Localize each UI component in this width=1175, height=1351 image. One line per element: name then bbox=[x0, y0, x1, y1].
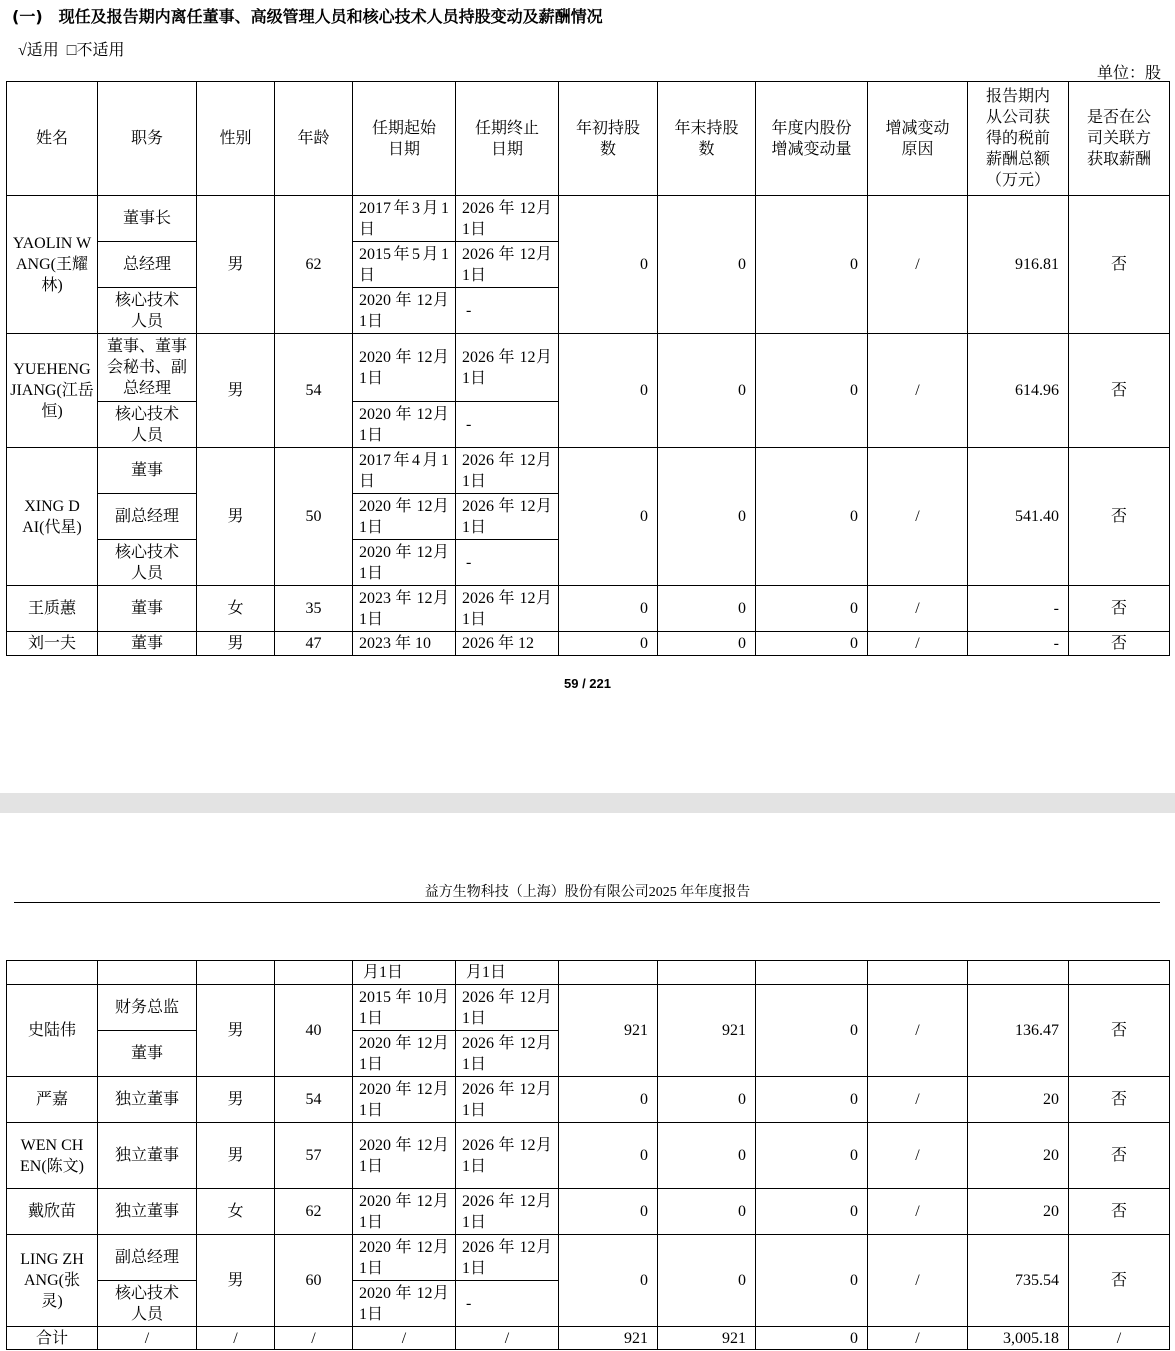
header-change-reason: 增减变动原因 bbox=[868, 82, 968, 196]
share-change-cell: 0 bbox=[756, 1189, 868, 1235]
end-shares-cell: 921 bbox=[658, 985, 756, 1077]
end-shares-cell: 0 bbox=[658, 1077, 756, 1123]
term-end-cell: 2026 年 12月1日 bbox=[456, 494, 559, 540]
end-shares-cell: 0 bbox=[658, 586, 756, 632]
position-cell: 独立董事 bbox=[98, 1189, 197, 1235]
section-title: (一) 现任及报告期内离任董事、高级管理人员和核心技术人员持股变动及薪酬情况 bbox=[12, 7, 603, 26]
related-party-cell: 否 bbox=[1069, 1235, 1170, 1327]
position-cell: 董事、董事会秘书、副总经理 bbox=[98, 334, 197, 402]
position-cell: 副总经理 bbox=[98, 494, 197, 540]
gender-cell: 男 bbox=[197, 1077, 275, 1123]
age-cell: 50 bbox=[275, 448, 353, 586]
gender-cell: 女 bbox=[197, 586, 275, 632]
salary-cell: 136.47 bbox=[968, 985, 1069, 1077]
term-start-cell: 2020 年 12月1日 bbox=[353, 1281, 456, 1327]
share-change-cell: 0 bbox=[756, 1235, 868, 1327]
share-change-cell: 0 bbox=[756, 632, 868, 656]
begin-shares-cell: 0 bbox=[559, 1189, 658, 1235]
salary-cell: - bbox=[968, 632, 1069, 656]
position-cell: 董事 bbox=[98, 1031, 197, 1077]
term-start-cell: 2023 年 10 bbox=[353, 632, 456, 656]
begin-shares-cell: 0 bbox=[559, 448, 658, 586]
gender-cell: 男 bbox=[197, 985, 275, 1077]
person-name: YAOLIN WANG(王耀林) bbox=[7, 196, 98, 334]
salary-cell: 20 bbox=[968, 1077, 1069, 1123]
shareholding-table bbox=[6, 81, 1170, 656]
change-reason-cell: / bbox=[868, 448, 968, 586]
person-name: 史陆伟 bbox=[7, 985, 98, 1077]
position-cell: 独立董事 bbox=[98, 1123, 197, 1189]
end-shares-cell: 0 bbox=[658, 1123, 756, 1189]
related-party-cell: 否 bbox=[1069, 632, 1170, 656]
empty-cell bbox=[7, 961, 98, 985]
term-start-cell: 2020 年 12月1日 bbox=[353, 1123, 456, 1189]
table-row bbox=[7, 1235, 1170, 1281]
table-row bbox=[7, 632, 1170, 656]
age-cell: 62 bbox=[275, 196, 353, 334]
age-cell: 47 bbox=[275, 632, 353, 656]
table-row bbox=[7, 985, 1170, 1031]
table-row bbox=[7, 1077, 1170, 1123]
age-cell: 62 bbox=[275, 1189, 353, 1235]
related-party-cell: 否 bbox=[1069, 1077, 1170, 1123]
table-row bbox=[7, 334, 1170, 402]
person-name: WEN CHEN(陈文) bbox=[7, 1123, 98, 1189]
term-start-cell: 2020 年 12月1日 bbox=[353, 540, 456, 586]
position-cell: 独立董事 bbox=[98, 1077, 197, 1123]
begin-shares-cell: 921 bbox=[559, 985, 658, 1077]
empty-cell bbox=[559, 961, 658, 985]
gender-cell: 男 bbox=[197, 632, 275, 656]
age-cell: 60 bbox=[275, 1235, 353, 1327]
salary-cell: 541.40 bbox=[968, 448, 1069, 586]
end-shares-cell: 0 bbox=[658, 1189, 756, 1235]
related-party-cell: 否 bbox=[1069, 1189, 1170, 1235]
table-row bbox=[7, 1189, 1170, 1235]
person-name: YUEHENG JIANG(江岳恒) bbox=[7, 334, 98, 448]
term-start-cell: 2023 年 12月1日 bbox=[353, 586, 456, 632]
related-party-cell: 否 bbox=[1069, 985, 1170, 1077]
header-term-end: 任期终止日期 bbox=[456, 82, 559, 196]
total-change-reason: / bbox=[868, 1327, 968, 1350]
term-end-cell: 2026 年 12月1日 bbox=[456, 586, 559, 632]
position-cell: 核心技术人员 bbox=[98, 402, 197, 448]
begin-shares-cell: 0 bbox=[559, 1077, 658, 1123]
header-rule bbox=[14, 902, 1160, 903]
term-end-cell: 2026 年 12月1日 bbox=[456, 196, 559, 242]
table-row bbox=[7, 448, 1170, 494]
position-cell: 董事长 bbox=[98, 196, 197, 242]
total-salary: 3,005.18 bbox=[968, 1327, 1069, 1350]
empty-cell bbox=[658, 961, 756, 985]
term-end-cell: 2026 年 12月1日 bbox=[456, 448, 559, 494]
total-share-change: 0 bbox=[756, 1327, 868, 1350]
term-end-cell: - bbox=[456, 288, 559, 334]
change-reason-cell: / bbox=[868, 1189, 968, 1235]
position-cell: 董事 bbox=[98, 632, 197, 656]
header-age: 年龄 bbox=[275, 82, 353, 196]
age-cell: 54 bbox=[275, 334, 353, 448]
total-age: / bbox=[275, 1327, 353, 1350]
gender-cell: 女 bbox=[197, 1189, 275, 1235]
empty-cell bbox=[756, 961, 868, 985]
change-reason-cell: / bbox=[868, 632, 968, 656]
total-gender: / bbox=[197, 1327, 275, 1350]
begin-shares-cell: 0 bbox=[559, 632, 658, 656]
related-party-cell: 否 bbox=[1069, 334, 1170, 448]
term-end-cell: 2026 年 12月1日 bbox=[456, 1031, 559, 1077]
total-related-party: / bbox=[1069, 1327, 1170, 1350]
term-start-cell: 2020 年 12月1日 bbox=[353, 1031, 456, 1077]
gender-cell: 男 bbox=[197, 1123, 275, 1189]
position-cell: 副总经理 bbox=[98, 1235, 197, 1281]
position-cell: 董事 bbox=[98, 586, 197, 632]
change-reason-cell: / bbox=[868, 1077, 968, 1123]
term-start-cell: 2020 年 12月1日 bbox=[353, 494, 456, 540]
position-cell: 核心技术人员 bbox=[98, 288, 197, 334]
begin-shares-cell: 0 bbox=[559, 1123, 658, 1189]
term-start-cell: 月1日 bbox=[353, 961, 456, 985]
term-start-cell: 2020 年 12月1日 bbox=[353, 288, 456, 334]
term-start-cell: 2015年5月1日 bbox=[353, 242, 456, 288]
person-name: 严嘉 bbox=[7, 1077, 98, 1123]
change-reason-cell: / bbox=[868, 1123, 968, 1189]
header-salary: 报告期内从公司获得的税前薪酬总额（万元） bbox=[968, 82, 1069, 196]
share-change-cell: 0 bbox=[756, 334, 868, 448]
not-applicable-option: □不适用 bbox=[66, 42, 125, 59]
page-number: 59 / 221 bbox=[564, 676, 611, 691]
person-name: 刘一夫 bbox=[7, 632, 98, 656]
begin-shares-cell: 0 bbox=[559, 196, 658, 334]
salary-cell: 20 bbox=[968, 1189, 1069, 1235]
change-reason-cell: / bbox=[868, 196, 968, 334]
salary-cell: 735.54 bbox=[968, 1235, 1069, 1327]
term-end-cell: 2026 年 12 bbox=[456, 632, 559, 656]
end-shares-cell: 0 bbox=[658, 632, 756, 656]
total-begin-shares: 921 bbox=[559, 1327, 658, 1350]
total-label: 合计 bbox=[7, 1327, 98, 1350]
empty-cell bbox=[197, 961, 275, 985]
position-cell: 核心技术人员 bbox=[98, 540, 197, 586]
header-end-shares: 年末持股数 bbox=[658, 82, 756, 196]
page-separator bbox=[0, 793, 1175, 813]
term-start-cell: 2017年4月1日 bbox=[353, 448, 456, 494]
gender-cell: 男 bbox=[197, 196, 275, 334]
position-cell: 财务总监 bbox=[98, 985, 197, 1031]
share-change-cell: 0 bbox=[756, 586, 868, 632]
begin-shares-cell: 0 bbox=[559, 334, 658, 448]
end-shares-cell: 0 bbox=[658, 334, 756, 448]
share-change-cell: 0 bbox=[756, 985, 868, 1077]
term-start-cell: 2020 年 12月1日 bbox=[353, 1077, 456, 1123]
person-name: XING DAI(代星) bbox=[7, 448, 98, 586]
salary-cell: - bbox=[968, 586, 1069, 632]
table-header-row bbox=[7, 82, 1170, 196]
related-party-cell: 否 bbox=[1069, 196, 1170, 334]
salary-cell: 20 bbox=[968, 1123, 1069, 1189]
report-running-header: 益方生物科技（上海）股份有限公司2025 年年度报告 bbox=[424, 885, 751, 900]
change-reason-cell: / bbox=[868, 1235, 968, 1327]
empty-cell bbox=[98, 961, 197, 985]
begin-shares-cell: 0 bbox=[559, 1235, 658, 1327]
term-start-cell: 2020 年 12月1日 bbox=[353, 1189, 456, 1235]
applicable-option: √适用 bbox=[18, 42, 59, 59]
age-cell: 54 bbox=[275, 1077, 353, 1123]
age-cell: 40 bbox=[275, 985, 353, 1077]
term-end-cell: - bbox=[456, 402, 559, 448]
total-term-end: / bbox=[456, 1327, 559, 1350]
report-page-60 bbox=[0, 813, 1175, 1351]
begin-shares-cell: 0 bbox=[559, 586, 658, 632]
term-start-cell: 2017年3月1日 bbox=[353, 196, 456, 242]
term-end-cell: 2026 年 12月1日 bbox=[456, 242, 559, 288]
end-shares-cell: 0 bbox=[658, 1235, 756, 1327]
age-cell: 35 bbox=[275, 586, 353, 632]
term-end-cell: 2026 年 12月1日 bbox=[456, 1123, 559, 1189]
total-row bbox=[7, 1327, 1170, 1350]
header-related-party: 是否在公司关联方获取薪酬 bbox=[1069, 82, 1170, 196]
table-row bbox=[7, 961, 1170, 985]
total-position: / bbox=[98, 1327, 197, 1350]
share-change-cell: 0 bbox=[756, 1077, 868, 1123]
empty-cell bbox=[275, 961, 353, 985]
change-reason-cell: / bbox=[868, 334, 968, 448]
share-change-cell: 0 bbox=[756, 196, 868, 334]
term-end-cell: 月1日 bbox=[456, 961, 559, 985]
end-shares-cell: 0 bbox=[658, 448, 756, 586]
table-row bbox=[7, 586, 1170, 632]
related-party-cell: 否 bbox=[1069, 1123, 1170, 1189]
empty-cell bbox=[1069, 961, 1170, 985]
empty-cell bbox=[868, 961, 968, 985]
position-cell: 核心技术人员 bbox=[98, 1281, 197, 1327]
person-name: 王质蕙 bbox=[7, 586, 98, 632]
applicability-options bbox=[18, 37, 124, 60]
header-name: 姓名 bbox=[7, 82, 98, 196]
term-end-cell: 2026 年 12月1日 bbox=[456, 334, 559, 402]
term-end-cell: 2026 年 12月1日 bbox=[456, 1189, 559, 1235]
table-row bbox=[7, 1123, 1170, 1189]
position-cell: 董事 bbox=[98, 448, 197, 494]
term-start-cell: 2020 年 12月1日 bbox=[353, 334, 456, 402]
unit-label: 单位：股 bbox=[1096, 65, 1161, 82]
person-name: 戴欣苗 bbox=[7, 1189, 98, 1235]
total-end-shares: 921 bbox=[658, 1327, 756, 1350]
age-cell: 57 bbox=[275, 1123, 353, 1189]
salary-cell: 614.96 bbox=[968, 334, 1069, 448]
gender-cell: 男 bbox=[197, 334, 275, 448]
term-end-cell: 2026 年 12月1日 bbox=[456, 1077, 559, 1123]
header-share-change: 年度内股份增减变动量 bbox=[756, 82, 868, 196]
related-party-cell: 否 bbox=[1069, 448, 1170, 586]
header-begin-shares: 年初持股数 bbox=[559, 82, 658, 196]
change-reason-cell: / bbox=[868, 586, 968, 632]
position-cell: 总经理 bbox=[98, 242, 197, 288]
gender-cell: 男 bbox=[197, 1235, 275, 1327]
term-end-cell: 2026 年 12月1日 bbox=[456, 985, 559, 1031]
term-end-cell: 2026 年 12月1日 bbox=[456, 1235, 559, 1281]
term-end-cell: - bbox=[456, 540, 559, 586]
header-term-start: 任期起始日期 bbox=[353, 82, 456, 196]
term-start-cell: 2015 年 10月1日 bbox=[353, 985, 456, 1031]
share-change-cell: 0 bbox=[756, 448, 868, 586]
shareholding-table-continued bbox=[6, 960, 1170, 1350]
change-reason-cell: / bbox=[868, 985, 968, 1077]
term-start-cell: 2020 年 12月1日 bbox=[353, 1235, 456, 1281]
gender-cell: 男 bbox=[197, 448, 275, 586]
salary-cell: 916.81 bbox=[968, 196, 1069, 334]
term-end-cell: - bbox=[456, 1281, 559, 1327]
table-row bbox=[7, 196, 1170, 242]
end-shares-cell: 0 bbox=[658, 196, 756, 334]
empty-cell bbox=[968, 961, 1069, 985]
related-party-cell: 否 bbox=[1069, 586, 1170, 632]
share-change-cell: 0 bbox=[756, 1123, 868, 1189]
person-name: LING ZHANG(张灵) bbox=[7, 1235, 98, 1327]
total-term-start: / bbox=[353, 1327, 456, 1350]
header-position: 职务 bbox=[98, 82, 197, 196]
term-start-cell: 2020 年 12月1日 bbox=[353, 402, 456, 448]
header-gender: 性别 bbox=[197, 82, 275, 196]
